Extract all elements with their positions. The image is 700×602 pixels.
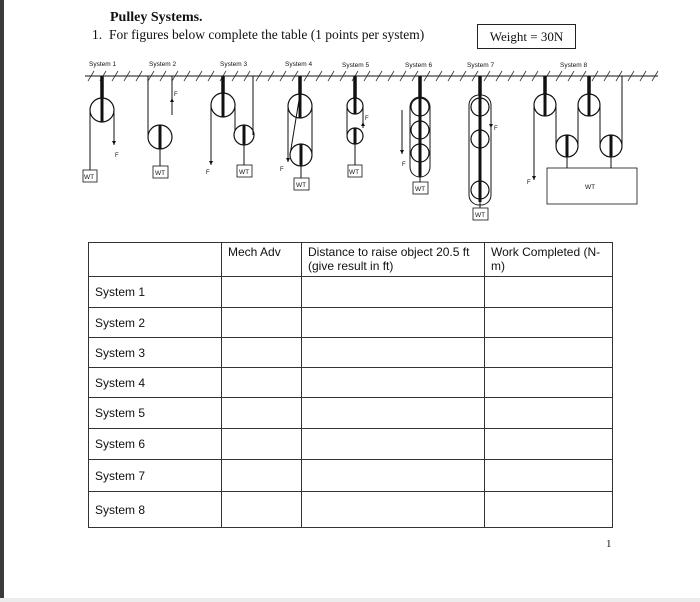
force-label: F <box>365 116 369 122</box>
instruction-number: 1. <box>92 27 103 42</box>
work-cell[interactable] <box>485 429 613 460</box>
mech-adv-cell[interactable] <box>222 492 302 528</box>
weight-label: WT <box>585 184 596 191</box>
page-number: 1 <box>606 538 612 550</box>
distance-cell[interactable] <box>302 460 485 492</box>
header-cell-system <box>89 243 222 277</box>
header-cell-distance: Distance to raise object 20.5 ft (give result in ft) <box>302 243 485 277</box>
mech-adv-cell[interactable] <box>222 277 302 308</box>
table-row <box>89 429 613 460</box>
system-label-7: System 7 <box>467 62 495 69</box>
weight-label: WT <box>155 170 166 177</box>
results-table <box>88 242 613 528</box>
distance-cell[interactable] <box>302 429 485 460</box>
system-7-pulley <box>469 76 498 220</box>
force-label: F <box>115 153 119 159</box>
force-label: F <box>494 126 498 132</box>
work-cell[interactable] <box>485 460 613 492</box>
row-label: System 3 <box>89 338 222 368</box>
results-table-container <box>88 242 613 528</box>
distance-cell[interactable] <box>302 368 485 398</box>
work-cell[interactable] <box>485 308 613 338</box>
force-label: F <box>174 92 178 98</box>
system-8-pulley <box>527 76 637 204</box>
ceiling <box>85 71 658 81</box>
force-label: F <box>206 170 210 176</box>
weight-label: WT <box>349 169 360 176</box>
header-cell-mech-adv: Mech Adv <box>222 243 302 277</box>
mech-adv-cell[interactable] <box>222 368 302 398</box>
system-label-4: System 4 <box>285 61 313 68</box>
table-row <box>89 368 613 398</box>
system-label-5: System 5 <box>342 62 370 69</box>
table-row <box>89 277 613 308</box>
force-label: F <box>527 180 531 186</box>
page-edge-left <box>0 0 4 602</box>
mech-adv-cell[interactable] <box>222 460 302 492</box>
system-6-pulley <box>400 76 430 194</box>
row-label: System 8 <box>89 492 222 528</box>
weight-label: WT <box>239 169 250 176</box>
weight-label: WT <box>475 212 486 219</box>
table-row <box>89 492 613 528</box>
table-row <box>89 460 613 492</box>
weight-box: Weight = 30N <box>477 24 576 49</box>
table-row <box>89 338 613 368</box>
system-label-3: System 3 <box>220 61 248 68</box>
system-label-2: System 2 <box>149 61 177 68</box>
work-cell[interactable] <box>485 492 613 528</box>
system-3-pulley <box>206 76 254 177</box>
work-cell[interactable] <box>485 368 613 398</box>
system-label-8: System 8 <box>560 62 588 69</box>
page-title: Pulley Systems. <box>110 10 203 25</box>
header-cell-work: Work Completed (N-m) <box>485 243 613 277</box>
work-cell[interactable] <box>485 277 613 308</box>
system-label-1: System 1 <box>89 61 117 68</box>
table-header-row <box>89 243 613 277</box>
system-2-pulley <box>148 76 178 178</box>
distance-cell[interactable] <box>302 277 485 308</box>
page-edge-bottom <box>0 598 700 602</box>
mech-adv-cell[interactable] <box>222 429 302 460</box>
system-1-pulley <box>83 76 119 182</box>
system-4-pulley <box>280 76 312 190</box>
mech-adv-cell[interactable] <box>222 398 302 429</box>
row-label: System 5 <box>89 398 222 429</box>
row-label: System 6 <box>89 429 222 460</box>
row-label: System 1 <box>89 277 222 308</box>
work-cell[interactable] <box>485 338 613 368</box>
row-label: System 4 <box>89 368 222 398</box>
row-label: System 2 <box>89 308 222 338</box>
weight-label: WT <box>296 182 307 189</box>
table-row <box>89 308 613 338</box>
pulley-diagram <box>80 50 660 230</box>
mech-adv-cell[interactable] <box>222 338 302 368</box>
table-row <box>89 398 613 429</box>
distance-cell[interactable] <box>302 308 485 338</box>
row-label: System 7 <box>89 460 222 492</box>
mech-adv-cell[interactable] <box>222 308 302 338</box>
distance-cell[interactable] <box>302 492 485 528</box>
distance-cell[interactable] <box>302 338 485 368</box>
weight-label: WT <box>415 186 426 193</box>
force-label: F <box>280 167 284 173</box>
distance-cell[interactable] <box>302 398 485 429</box>
system-label-6: System 6 <box>405 62 433 69</box>
system-5-pulley <box>347 76 369 177</box>
force-label: F <box>402 162 406 168</box>
instruction <box>92 27 424 43</box>
instruction-text: For figures below complete the table (1 points per system) <box>109 27 425 42</box>
work-cell[interactable] <box>485 398 613 429</box>
weight-label: WT <box>84 174 95 181</box>
